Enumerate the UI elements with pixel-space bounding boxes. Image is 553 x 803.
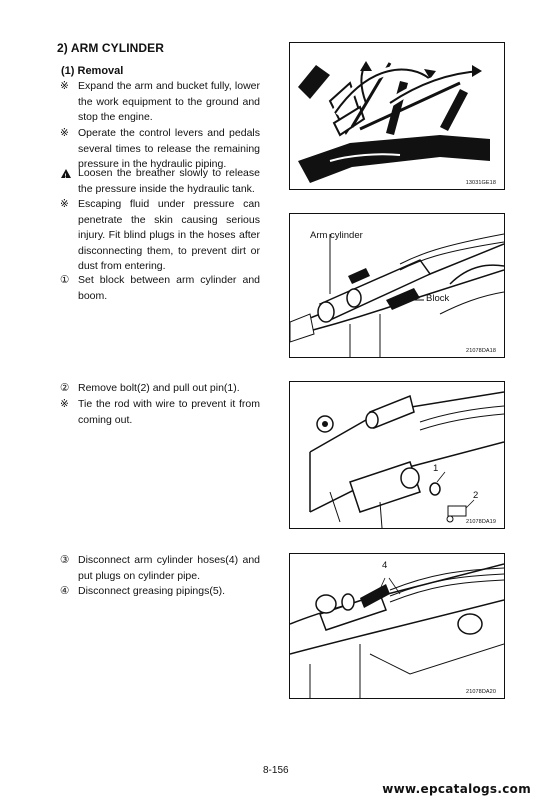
step-text: Expand the arm and bucket fully, lower the work equipment to the ground and stop the engine. [78, 80, 260, 124]
figure-hoses-greasing [289, 553, 505, 699]
label-pin-1: 1 [433, 463, 439, 474]
step-text: Loosen the breather slowly to release the pressure inside the hydraulic tank. [78, 167, 260, 195]
step-text: Set block between arm cylinder and boom. [78, 274, 260, 302]
figure-code: 21078DA18 [466, 348, 496, 354]
watermark: www.epcatalogs.com [382, 782, 531, 796]
figure-code: 21078DA20 [466, 689, 496, 695]
step-note-expand [60, 79, 260, 126]
section-title: 2) ARM CYLINDER [57, 41, 165, 55]
hoses-illustration [290, 554, 504, 698]
lever-illustration [290, 43, 504, 189]
warning-icon [61, 169, 71, 178]
step-number: ③ [60, 554, 70, 566]
step-text: Tie the rod with wire to prevent it from coming out. [78, 398, 260, 426]
step-note-escaping-fluid [60, 197, 260, 275]
step-number: ④ [60, 585, 70, 597]
step-2-remove-bolt [60, 381, 260, 397]
note-marker: ※ [60, 127, 69, 139]
step-number: ② [60, 382, 70, 394]
step-1-set-block [60, 273, 260, 304]
figure-code: 13031GE18 [465, 180, 496, 186]
label-hoses-4: 4 [382, 560, 388, 571]
note-marker: ※ [60, 80, 69, 92]
step-text: Escaping fluid under pressure can penetrate the skin causing serious injury. Fit blind plugs in the hoses after disconnecting them, to prevent dirt or dust from entering. [78, 198, 260, 273]
step-3-disconnect-hoses [60, 553, 260, 584]
page-number: 8-156 [263, 765, 289, 776]
bolt-pin-illustration [290, 382, 504, 528]
figure-code: 21078DA19 [466, 519, 496, 525]
step-note-tie-rod [60, 397, 260, 428]
step-warning-breather [60, 166, 260, 197]
step-number: ① [60, 274, 70, 286]
figure-control-levers [289, 42, 505, 190]
label-arm-cylinder: Arm cylinder [310, 230, 363, 241]
note-marker: ※ [60, 198, 69, 210]
label-block: Block [426, 293, 450, 304]
note-marker: ※ [60, 398, 69, 410]
step-text: Disconnect greasing pipings(5). [78, 585, 226, 597]
figure-bolt-pin [289, 381, 505, 529]
step-4-disconnect-greasing [60, 584, 260, 600]
subsection-title: (1) Removal [61, 65, 124, 77]
label-bolt-2: 2 [473, 490, 479, 501]
step-text: Remove bolt(2) and pull out pin(1). [78, 382, 240, 394]
figure-arm-cylinder-block [289, 213, 505, 358]
step-text: Disconnect arm cylinder hoses(4) and put plugs on cylinder pipe. [78, 554, 260, 582]
step-text: Operate the control levers and pedals several times to release the remaining pressure in the hydraulic piping. [78, 127, 260, 171]
